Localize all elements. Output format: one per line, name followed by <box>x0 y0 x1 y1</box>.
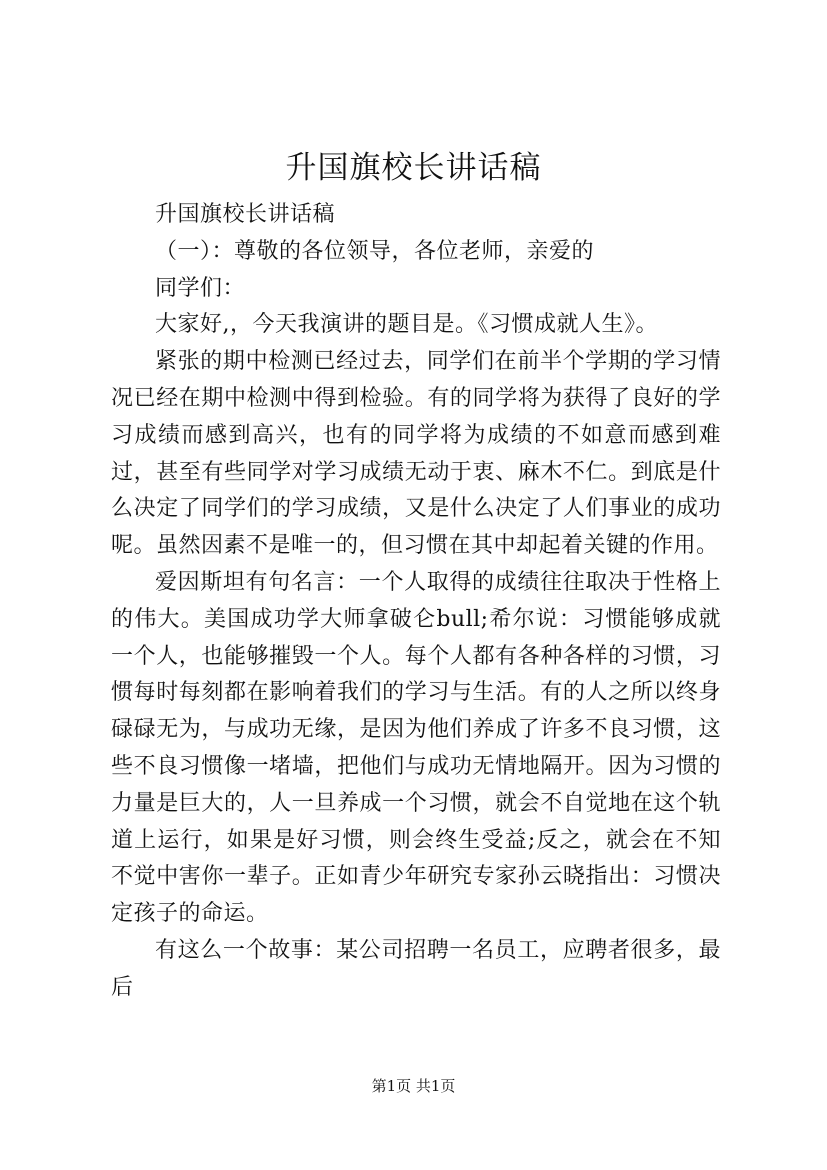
paragraph: 爱因斯坦有句名言：一个人取得的成绩往往取决于性格上的伟大。美国成功学大师拿破仑bull;希尔说：习惯能够成就一个人，也能够摧毁一个人。每个人都有各种各样的习惯，习惯每时每刻都在影响着我们的学习与生活。有的人之所以终身碌碌无为，与成功无缘，是因为他们养成了许多不良习惯，这些不良习惯像一堵墙，把他们与成功无情地隔开。因为习惯的力量是巨大的，人一旦养成一个习惯，就会不自觉地在这个轨道上运行，如果是好习惯，则会终生受益;反之，就会在不知不觉中害你一辈子。正如青少年研究专家孙云晓指出：习惯决定孩子的命运。 <box>111 569 721 927</box>
paragraph: 同学们： <box>155 275 246 301</box>
paragraph: 紧张的期中检测已经过去，同学们在前半个学期的学习情况已经在期中检测中得到检验。有的同学将为获得了良好的学习成绩而感到高兴，也有的同学将为成绩的不如意而感到难过，甚至有些同学对学习成绩无动于衷、麻木不仁。到底是什么决定了同学们的学习成绩，又是什么决定了人们事业的成功呢。虽然因素不是唯一的，但习惯在其中却起着关键的作用。 <box>111 349 721 559</box>
paragraph: 大家好,，今天我演讲的题目是。《习惯成就人生》。 <box>155 312 658 338</box>
paragraph: （一）：尊敬的各位领导，各位老师，亲爱的 <box>155 238 595 264</box>
page-footer: 第1页 共1页 <box>371 1077 456 1095</box>
document-title: 升国旗校长讲话稿 <box>285 150 542 186</box>
document-body <box>111 197 721 1007</box>
paragraph: 升国旗校长讲话稿 <box>155 202 336 227</box>
paragraph: 有这么一个故事：某公司招聘一名员工，应聘者很多，最后 <box>111 937 721 1000</box>
